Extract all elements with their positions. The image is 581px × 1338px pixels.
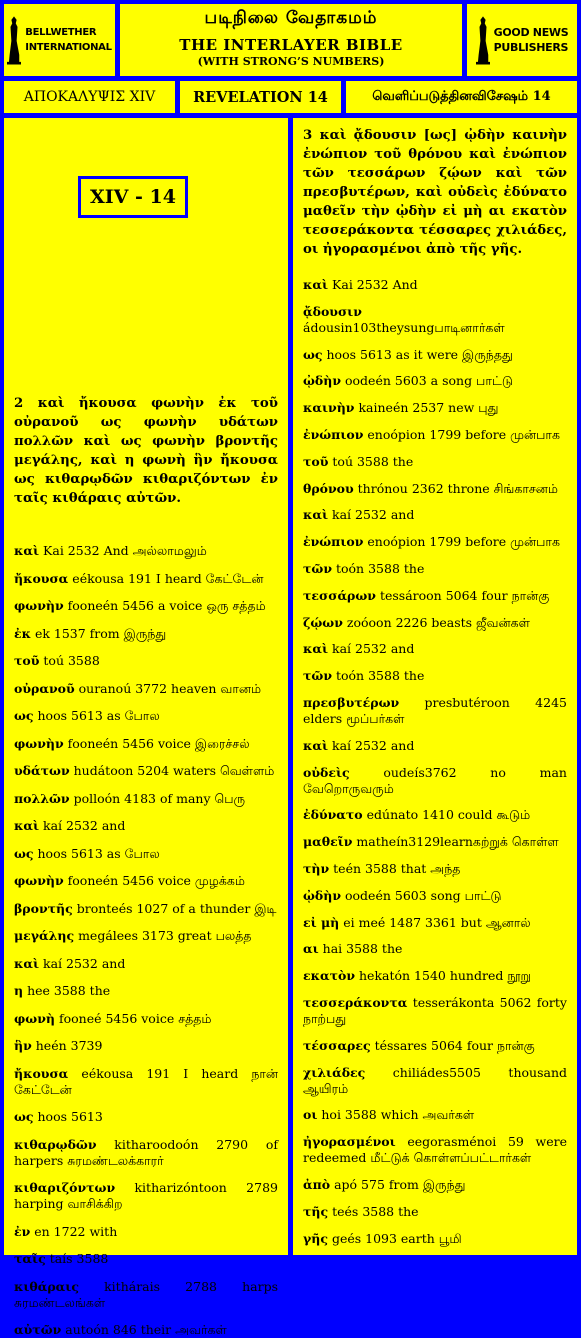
word-row [303, 615, 567, 631]
word-gloss: presbutéroon 4245 elders மூப்பர்கள் [303, 694, 567, 726]
tamil-book-label [346, 81, 577, 113]
word-gloss: thrónou 2362 throne சிங்காசனம் [357, 480, 558, 496]
greek-word: ἀπὸ [303, 1176, 331, 1192]
greek-word: μαθεῖν [303, 834, 353, 850]
logo-line-2: PUBLISHERS [493, 41, 569, 54]
word-gloss: oudeís3762 no man வேறொருவரும் [303, 764, 567, 796]
word-row [303, 861, 567, 877]
title-subtitle: (WITH STRONG’S NUMBERS) [197, 55, 385, 68]
word-row [14, 983, 278, 999]
english-book-label [180, 81, 341, 113]
word-gloss: kaí 2532 and [43, 818, 126, 833]
word-row [14, 1109, 278, 1125]
greek-word: γῆς [303, 1230, 328, 1246]
word-row [303, 738, 567, 754]
word-gloss: enoópion 1799 before முன்பாக [367, 534, 560, 550]
word-gloss: eegorasménoi 59 were redeemed மீட்டுக் கொள்ளப்பட்டார்கள் [303, 1134, 567, 1166]
word-row [14, 846, 278, 862]
left-logo-panel [4, 4, 115, 76]
greek-word: τῶν [303, 560, 332, 576]
word-gloss: polloón 4183 of many பெரு [73, 790, 246, 806]
word-row [14, 1038, 278, 1054]
word-row [303, 400, 567, 416]
greek-word: ως [14, 1109, 34, 1124]
right-column [293, 118, 577, 1255]
word-gloss: fooneén 5456 voice முழக்கம் [67, 873, 245, 888]
word-gloss: megálees 3173 great பலத்த [78, 928, 252, 943]
word-gloss: hoos 5613 [37, 1109, 103, 1124]
word-row [303, 765, 567, 797]
word-gloss: zoóoon 2226 beasts ஜீவன்கள் [346, 614, 530, 630]
word-gloss: ádousin103theysungபாடினார்கள் [303, 319, 505, 335]
word-gloss: kaí 2532 and [332, 737, 415, 753]
word-gloss: hee 3588 the [27, 983, 111, 998]
left-column [4, 118, 288, 1337]
title-panel [120, 4, 462, 76]
greek-word: οὐδεὶς [303, 764, 350, 780]
word-row [303, 561, 567, 577]
word-gloss: en 1722 with [34, 1223, 118, 1239]
word-gloss: edúnato 1410 could கூடும் [366, 807, 531, 823]
greek-word: τέσσαρες [303, 1037, 371, 1053]
verse-2-text: 2 καὶ ἤκουσα φωνὴν ἐκ τοῦ οὐρανοῦ ως φωνὴν υδάτων πολλῶν καὶ ως φωνὴν βροντῆς μεγάλης, καὶ η φωνὴ ἣν ἤκουσα ως κιθαρῳδῶν κιθαριζόντων ἐν ταῖς κιθάραις αὐτῶν. [14, 396, 278, 506]
word-gloss: téssares 5064 four நான்கு [374, 1037, 535, 1053]
word-row [303, 534, 567, 550]
word-row [14, 543, 278, 559]
logo-bellwether-text [25, 25, 111, 55]
word-row [14, 1011, 278, 1027]
word-gloss: fooneén 5456 voice இரைச்சல் [67, 735, 250, 751]
word-gloss: tessároon 5064 four நான்கு [379, 587, 550, 603]
greek-word: ᾠδὴν [303, 887, 342, 903]
greek-word: κιθάραις [14, 1278, 79, 1294]
greek-word: ζῴων [303, 614, 343, 630]
word-row [303, 1065, 567, 1097]
word-gloss: hekatón 1540 hundred நூறு [359, 968, 531, 984]
greek-word: τῶν [303, 668, 332, 684]
word-gloss: fooneén 5456 a voice ஒரு சத்தம் [67, 598, 266, 613]
greek-word: καινὴν [303, 400, 355, 416]
greek-word: θρόνου [303, 480, 354, 496]
word-row [14, 1279, 278, 1311]
word-gloss: hoos 5613 as போல [37, 845, 160, 861]
word-row [14, 626, 278, 642]
greek-word: φωνὴν [14, 735, 64, 751]
greek-word: τοῦ [303, 453, 329, 469]
word-row [303, 915, 567, 931]
greek-book-label [4, 81, 175, 113]
word-row [14, 1224, 278, 1240]
greek-word: ἐνώπιον [303, 426, 364, 442]
word-row [14, 818, 278, 834]
left-word-list [14, 543, 278, 1338]
word-row [303, 507, 567, 523]
logo-goodnews-text [494, 25, 569, 55]
greek-word: τεσσάρων [303, 587, 376, 603]
word-gloss: ek 1537 from இருந்து [34, 625, 167, 641]
greek-word: αι [303, 941, 319, 957]
word-row [14, 928, 278, 944]
greek-word: ᾠδὴν [303, 373, 342, 389]
word-row [303, 888, 567, 904]
word-row [303, 481, 567, 497]
word-row [303, 1038, 567, 1054]
word-gloss: taís 3588 [49, 1251, 109, 1266]
tamil-book-text: வெளிப்படுத்தினவிசேஷம் 14 [372, 89, 551, 104]
word-gloss: teén 3588 that அந்த [333, 860, 461, 876]
word-row [14, 681, 278, 697]
greek-word: ταῖς [14, 1251, 46, 1266]
greek-word: τῆς [303, 1203, 329, 1219]
word-row [303, 347, 567, 363]
word-row [14, 736, 278, 752]
greek-word: πολλῶν [14, 790, 70, 806]
word-gloss: kaí 2532 and [332, 507, 415, 523]
greek-word: πρεσβυτέρων [303, 694, 400, 710]
word-gloss: hoos 5613 as it were இருந்தது [326, 346, 513, 362]
greek-word: τεσσεράκοντα [303, 994, 408, 1010]
word-row [14, 873, 278, 889]
word-gloss: hudátoon 5204 waters வெள்ளம் [73, 763, 275, 778]
logo-line-1: BELLWETHER [25, 27, 97, 38]
greek-word: η [14, 983, 24, 998]
word-row [303, 373, 567, 389]
word-gloss: Kai 2532 And [332, 277, 418, 292]
word-row [303, 1107, 567, 1123]
greek-word: ἠγορασμένοι [303, 1134, 396, 1150]
word-row [14, 901, 278, 917]
ram-figure-icon [7, 12, 21, 68]
word-gloss: fooneé 5456 voice சத்தம் [58, 1010, 212, 1026]
word-row [14, 571, 278, 587]
word-gloss: eékousa 191 I heard கேட்டேன் [72, 570, 264, 586]
word-gloss: hoi 3588 which அவர்கள் [321, 1107, 475, 1123]
word-gloss: toú 3588 [43, 653, 100, 668]
greek-word: καὶ [303, 507, 329, 523]
word-row [303, 641, 567, 657]
word-gloss: enoópion 1799 before முன்பாக [367, 426, 560, 442]
greek-word: ἣν [14, 1038, 32, 1053]
word-row [303, 995, 567, 1027]
word-gloss: autoón 846 their அவர்கள் [65, 1322, 227, 1337]
greek-word: αὐτῶν [14, 1322, 62, 1337]
title-english: THE INTERLAYER BIBLE [179, 36, 403, 54]
word-gloss: hai 3588 the [322, 941, 403, 957]
right-logo-panel [467, 4, 577, 76]
english-book-text: REVELATION 14 [193, 88, 328, 106]
word-gloss: kitharizóntoon 2789 harping வாசிக்கிற [14, 1180, 278, 1211]
title-tamil: படிநிலை வேதாகமம் [204, 8, 378, 28]
greek-word: υδάτων [14, 763, 70, 778]
greek-word: ἐνώπιον [303, 534, 364, 550]
logo-line-1: GOOD NEWS [493, 26, 569, 39]
word-row [14, 598, 278, 614]
word-gloss: toón 3588 the [335, 668, 425, 684]
greek-word: ἐκ [14, 625, 31, 641]
word-row [14, 1251, 278, 1267]
greek-word: μεγάλης [14, 928, 75, 943]
word-gloss: ei meé 1487 3361 but ஆனால் [343, 914, 531, 930]
greek-word: ἤκουσα [14, 1065, 69, 1081]
word-row [14, 1137, 278, 1169]
greek-word: φωνὴν [14, 873, 64, 888]
greek-word: καὶ [14, 955, 40, 971]
greek-word: ἤκουσα [14, 570, 69, 586]
word-row [303, 807, 567, 823]
greek-word: καὶ [303, 641, 329, 657]
word-gloss: toón 3588 the [335, 560, 425, 576]
greek-word: φωνὴ [14, 1010, 55, 1026]
word-gloss: kithárais 2788 harps சுரமண்டலங்கள் [14, 1278, 278, 1310]
ram-figure-icon [476, 12, 490, 68]
word-row [303, 695, 567, 727]
word-row [14, 1066, 278, 1098]
word-row [303, 1177, 567, 1193]
greek-word: ἐν [14, 1223, 31, 1239]
word-row [14, 1180, 278, 1212]
greek-word: καὶ [303, 737, 329, 753]
greek-word: τοῦ [14, 653, 40, 668]
word-gloss: tesserákonta 5062 forty நாற்பது [303, 994, 567, 1026]
word-gloss: kitharoodoón 2790 of harpers சுரமண்டலக்காரர் [14, 1136, 278, 1168]
word-gloss: teés 3588 the [332, 1203, 419, 1219]
greek-word: βροντῆς [14, 900, 73, 916]
word-row [303, 668, 567, 684]
word-row [303, 277, 567, 293]
word-row [303, 1204, 567, 1220]
word-gloss: matheín3129learnகற்றுக் கொள்ள [356, 834, 559, 850]
word-row [303, 941, 567, 957]
greek-word: καὶ [14, 818, 40, 833]
greek-word: ως [14, 845, 34, 861]
word-row [303, 1231, 567, 1247]
greek-word: οὐρανοῦ [14, 680, 75, 696]
greek-word: τὴν [303, 860, 330, 876]
word-gloss: eékousa 191 I heard நான் கேட்டேன் [14, 1065, 278, 1097]
greek-word: εἰ μὴ [303, 914, 340, 930]
word-gloss: oodeén 5603 song பாட்டு [345, 887, 502, 903]
word-gloss: apó 575 from இருந்து [334, 1176, 466, 1192]
chapter-label: XIV - 14 [78, 176, 188, 218]
word-row [303, 968, 567, 984]
greek-word: εκατὸν [303, 968, 356, 984]
verse-3-text: 3 καὶ ᾄδουσιν [ως] ᾠδὴν καινὴν ἐνώπιον τοῦ θρόνου καὶ ἐνώπιον τῶν τεσσάρων ζῴων καὶ τῶν πρεσβυτέρων, καὶ οὐδεὶς ἐδύνατο μαθεῖν τὴν ᾠδὴν εἰ μὴ αι εκατὸν τεσσεράκοντα τέσσαρες χιλιάδες, οι ἠγορασμένοι ἀπὸ τῆς γῆς. [303, 128, 567, 257]
word-gloss: kaineén 2537 new புது [358, 400, 499, 416]
word-gloss: kaí 2532 and [332, 641, 415, 657]
greek-word: ἐδύνατο [303, 807, 363, 823]
word-row [303, 588, 567, 604]
word-row [14, 653, 278, 669]
greek-word: ᾄδουσιν [303, 303, 362, 319]
greek-book-text: ΑΠΟΚΑΛΥΨΙΣ XIV [23, 89, 156, 105]
word-row [14, 708, 278, 724]
word-row [303, 454, 567, 470]
word-row [14, 956, 278, 972]
word-row [303, 427, 567, 443]
greek-word: οι [303, 1107, 318, 1123]
logo-line-2: INTERNATIONAL [25, 42, 112, 53]
greek-word: φωνὴν [14, 598, 64, 613]
word-gloss: kaí 2532 and [43, 955, 126, 971]
greek-word: κιθαριζόντων [14, 1180, 116, 1195]
word-gloss: heén 3739 [35, 1038, 103, 1053]
word-gloss: ouranoú 3772 heaven வானம் [78, 680, 262, 696]
greek-word: ως [14, 708, 34, 723]
word-row [303, 304, 567, 336]
word-gloss: hoos 5613 as போல [37, 708, 160, 723]
word-gloss: toú 3588 the [332, 453, 414, 469]
word-gloss: geés 1093 earth பூமி [331, 1230, 462, 1246]
word-row [14, 1322, 278, 1338]
word-gloss: oodeén 5603 a song பாட்டு [345, 373, 513, 389]
word-row [14, 791, 278, 807]
greek-word: ως [303, 346, 323, 362]
word-row [303, 1134, 567, 1166]
word-row [14, 763, 278, 779]
word-row [303, 834, 567, 850]
word-gloss: chiliádes5505 thousand ஆயிரம் [303, 1064, 567, 1096]
greek-word: χιλιάδες [303, 1064, 366, 1080]
greek-word: καὶ [14, 543, 40, 558]
right-word-list [303, 277, 567, 1247]
greek-word: καὶ [303, 277, 329, 292]
greek-word: κιθαρῳδῶν [14, 1136, 97, 1152]
word-gloss: bronteés 1027 of a thunder இடி [76, 900, 277, 916]
word-gloss: Kai 2532 And அல்லாமலும் [43, 543, 207, 558]
